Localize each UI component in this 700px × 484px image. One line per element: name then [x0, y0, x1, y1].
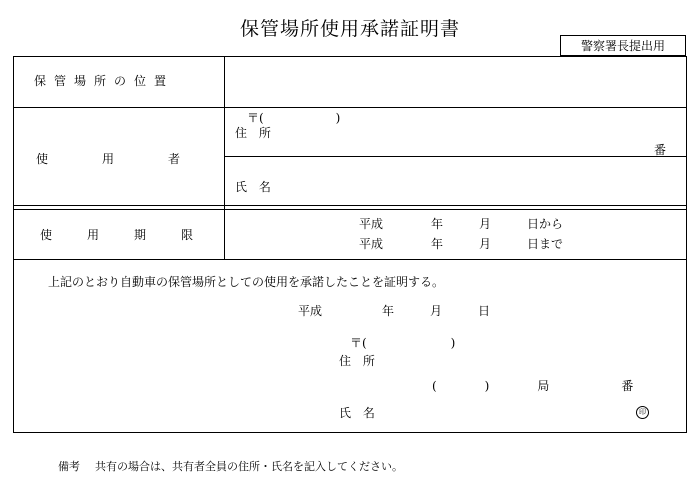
- row-divider-user: [14, 205, 686, 206]
- user-postal: 〒( ): [247, 111, 341, 125]
- note-text: 共有の場合は、共有者全員の住所・氏名を記入してください。: [95, 460, 403, 473]
- location-field[interactable]: [226, 59, 684, 105]
- user-label: 使用者: [36, 152, 235, 166]
- document-title: 保管場所使用承諾証明書: [239, 18, 460, 40]
- user-name-label: 氏 名: [235, 180, 275, 194]
- user-address-ban: 番: [654, 143, 667, 157]
- period-from: 平成 年 月 日から: [359, 217, 564, 231]
- row-divider-user-double: [14, 209, 686, 210]
- certify-phone: ( ) 局 番: [432, 379, 634, 393]
- user-name-field[interactable]: [284, 163, 684, 201]
- row-divider-user-inner: [224, 156, 686, 157]
- note-label: 備考: [58, 460, 80, 473]
- certify-name-label: 氏 名: [339, 406, 379, 420]
- period-label: 使用期限: [40, 228, 229, 242]
- certify-date: 平成 年 月 日: [298, 304, 491, 318]
- user-address-label: 住 所: [235, 126, 275, 140]
- certify-statement: 上記のとおり自動車の保管場所としての使用を承諾したことを証明する。: [48, 275, 445, 289]
- row-divider-location: [14, 107, 686, 108]
- location-label: 保管場所の位置: [34, 74, 175, 88]
- submit-to-label: 警察署長提出用: [560, 35, 686, 56]
- period-to: 平成 年 月 日まで: [359, 237, 564, 251]
- certificate-form: [13, 56, 687, 433]
- certify-postal: 〒( ): [350, 336, 456, 350]
- row-divider-period: [14, 259, 686, 260]
- certify-address-label: 住 所: [339, 354, 379, 368]
- seal-mark: 印: [636, 406, 649, 419]
- user-address-field[interactable]: [284, 119, 644, 153]
